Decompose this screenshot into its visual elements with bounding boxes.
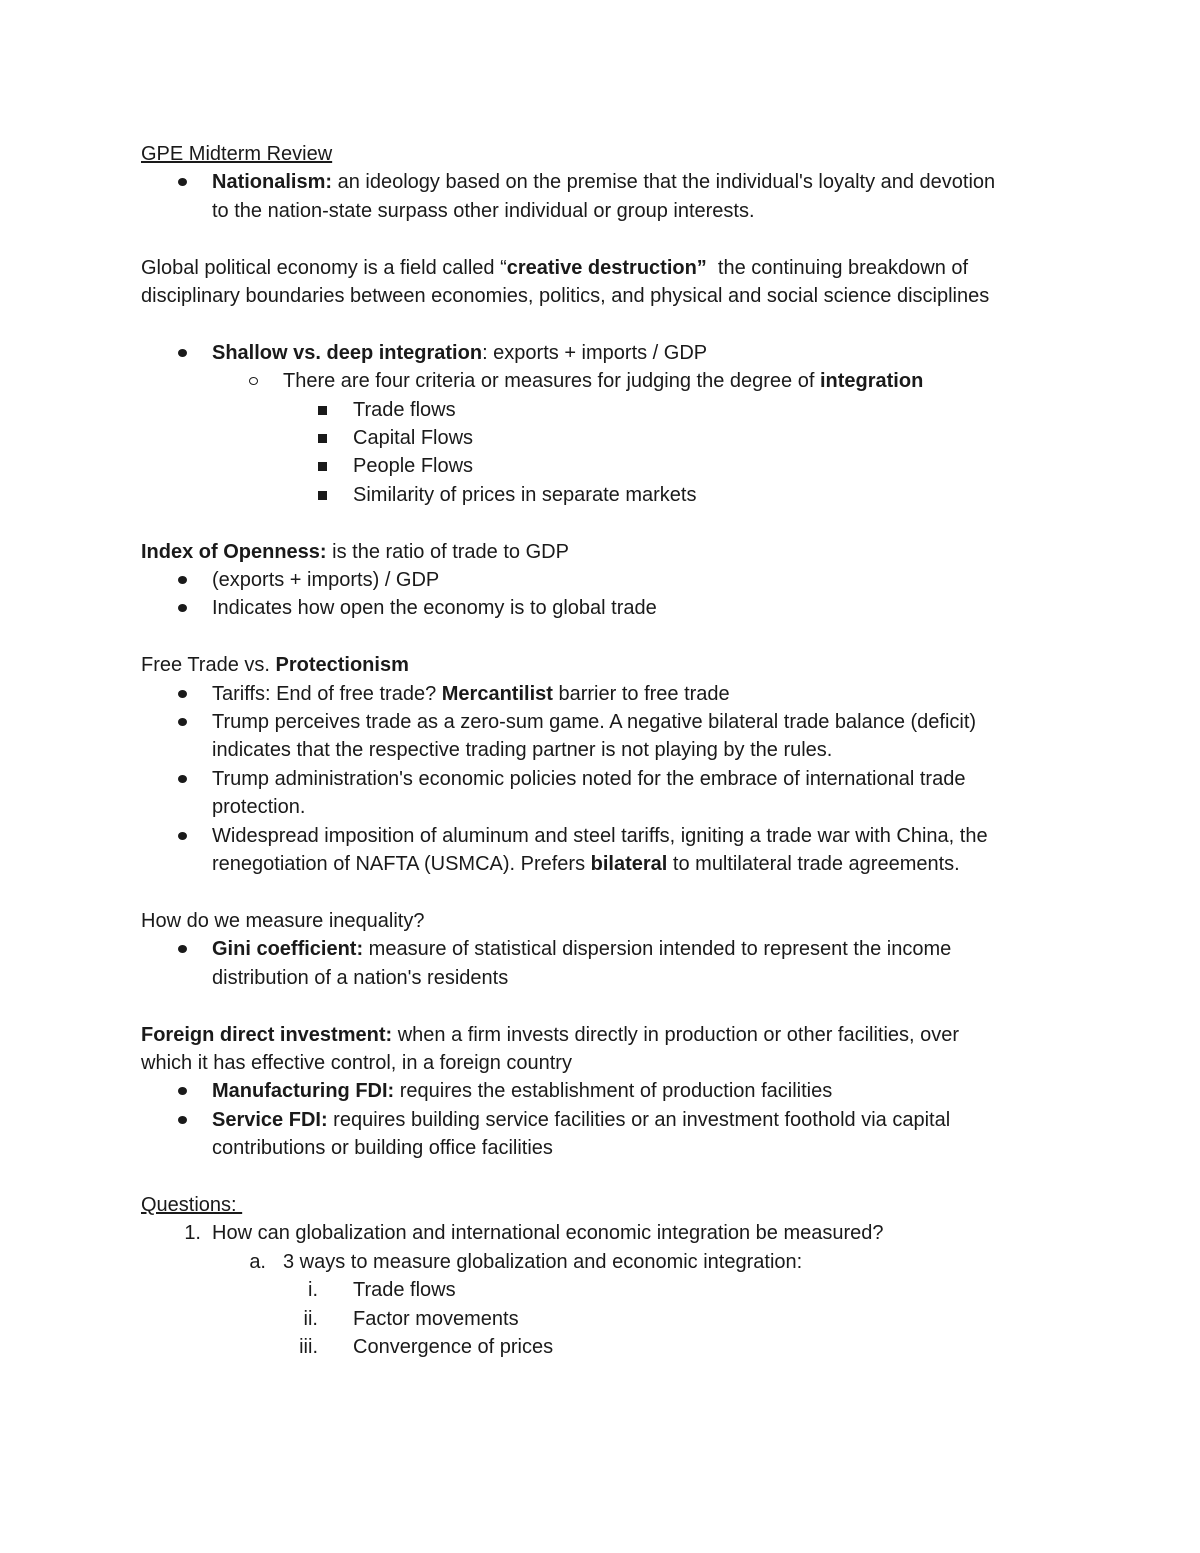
list-number: a. [249, 1250, 266, 1273]
list-item: Gini coefficient: measure of statistical dispersion intended to represent the income distribution of a nation's residents [141, 935, 1071, 992]
bullet-icon [178, 349, 187, 357]
list-item-integration: Shallow vs. deep integration: exports + imports / GDP [141, 339, 1071, 367]
bullet-icon [178, 690, 187, 698]
criteria-item: Trade flows [141, 396, 1071, 424]
fdi-paragraph: Foreign direct investment: when a firm invests directly in production or other facilities, over [141, 1023, 960, 1046]
numbered-item: a. 3 ways to measure globalization and economic integration: [141, 1248, 1071, 1276]
list-number: i. [308, 1279, 318, 1302]
numbered-item: 1. How can globalization and international economic integration be measured? [141, 1219, 1071, 1247]
square-bullet-icon [318, 406, 327, 415]
document-page: GPE Midterm Review Nationalism: an ideology based on the premise that the individual's loyalty and devotion to the nation-state surpass other individual or group interests. Global political economy is a field called “creative destruction” the continuing breakdown of disciplinary boundaries between economies, politics, and physical and social science disciplines Shallow vs. deep integration: exports + imports / GDP There are four criteria or measures for judging the degree of integration Trade flows Capital Flows People Flows Similarity of prices in separate markets Index of Openness: is the ratio of trade to GDP (exports + imports) / GDP Indicates how open the economy is to global trade Free Trade vs. Protectionism Tariffs: End of free trade? Mercantilist barrier to free trade Trump perceives trade as a zero-sum game. A negative bilateral trade balance (deficit) indicates that the respective trading partner is not playing by the rules. Trump administration's economic policies noted for the embrace of international trade protection. Widespread imposition of aluminum and steel tariffs, igniting a trade war with China, the renegotiation of NAFTA (USMCA). Prefers bilateral to multilateral trade agreements. How do we measure inequality? Gini coefficient: measure of statistical dispersion intended to represent the income distribution of a nation's residents Foreign direct investment: when a firm invests directly in production or other facilities, over which it has effective control, in a foreign country Manufacturing FDI: requires the establishment of production facilities Service FDI: requires building service facilities or an investment foothold via capital contributions or building office facilities Questions: 1. How can globalization and international economic integration be measured? a. 3 ways to measure globalization and economic integration: i. Trade flows ii. Factor movements iii. Convergence of prices [141, 140, 1071, 1361]
trade-heading: Free Trade vs. Protectionism [141, 654, 409, 677]
term-integration: Shallow vs. deep integration [212, 341, 483, 364]
criteria-item: Capital Flows [141, 424, 1071, 452]
square-bullet-icon [318, 491, 327, 500]
numbered-item: ii. Factor movements [141, 1305, 1071, 1333]
square-bullet-icon [318, 434, 327, 443]
questions-heading: Questions: [141, 1193, 243, 1216]
numbered-item: iii. Convergence of prices [141, 1333, 1071, 1361]
list-item: Trump administration's economic policies noted for the embrace of international trade protection. [141, 765, 1071, 822]
numbered-item: i. Trade flows [141, 1276, 1071, 1304]
list-item-nationalism: Nationalism: an ideology based on the premise that the individual's loyalty and devotion to the nation-state surpass other individual or group interests. [141, 168, 1071, 225]
list-item: Service FDI: requires building service facilities or an investment foothold via capital contributions or building office facilities [141, 1106, 1071, 1163]
term-creative-destruction: creative destruction” [506, 256, 707, 279]
gpe-paragraph: Global political economy is a field called “creative destruction” the continuing breakdown of [141, 256, 969, 279]
document-title: GPE Midterm Review [141, 143, 333, 165]
list-number: ii. [303, 1307, 318, 1330]
inequality-heading: How do we measure inequality? [141, 909, 425, 932]
criteria-item: Similarity of prices in separate markets [141, 481, 1071, 509]
criteria-item: People Flows [141, 452, 1071, 480]
list-item: Trump perceives trade as a zero-sum game. A negative bilateral trade balance (deficit) indicates that the respective trading partner is not playing by the rules. [141, 708, 1071, 765]
square-bullet-icon [318, 462, 327, 471]
list-item: Tariffs: End of free trade? Mercantilist barrier to free trade [141, 680, 1071, 708]
list-item: Widespread imposition of aluminum and steel tariffs, igniting a trade war with China, the renegotiation of NAFTA (USMCA). Prefers bilateral to multilateral trade agreements. [141, 822, 1071, 879]
list-number: iii. [299, 1335, 318, 1358]
bullet-icon [178, 718, 187, 726]
sub-list-item-criteria: There are four criteria or measures for judging the degree of integration [141, 367, 1071, 395]
bullet-icon [178, 832, 187, 840]
list-item: Manufacturing FDI: requires the establishment of production facilities [141, 1077, 1071, 1105]
list-item: (exports + imports) / GDP [141, 566, 1071, 594]
list-item: Indicates how open the economy is to global trade [141, 594, 1071, 622]
openness-heading: Index of Openness: is the ratio of trade to GDP [141, 540, 569, 563]
bullet-icon [178, 775, 187, 783]
list-number: 1. [184, 1222, 201, 1245]
bullet-icon [178, 1116, 187, 1124]
bullet-icon [178, 576, 187, 584]
term-nationalism: Nationalism: [212, 171, 333, 194]
